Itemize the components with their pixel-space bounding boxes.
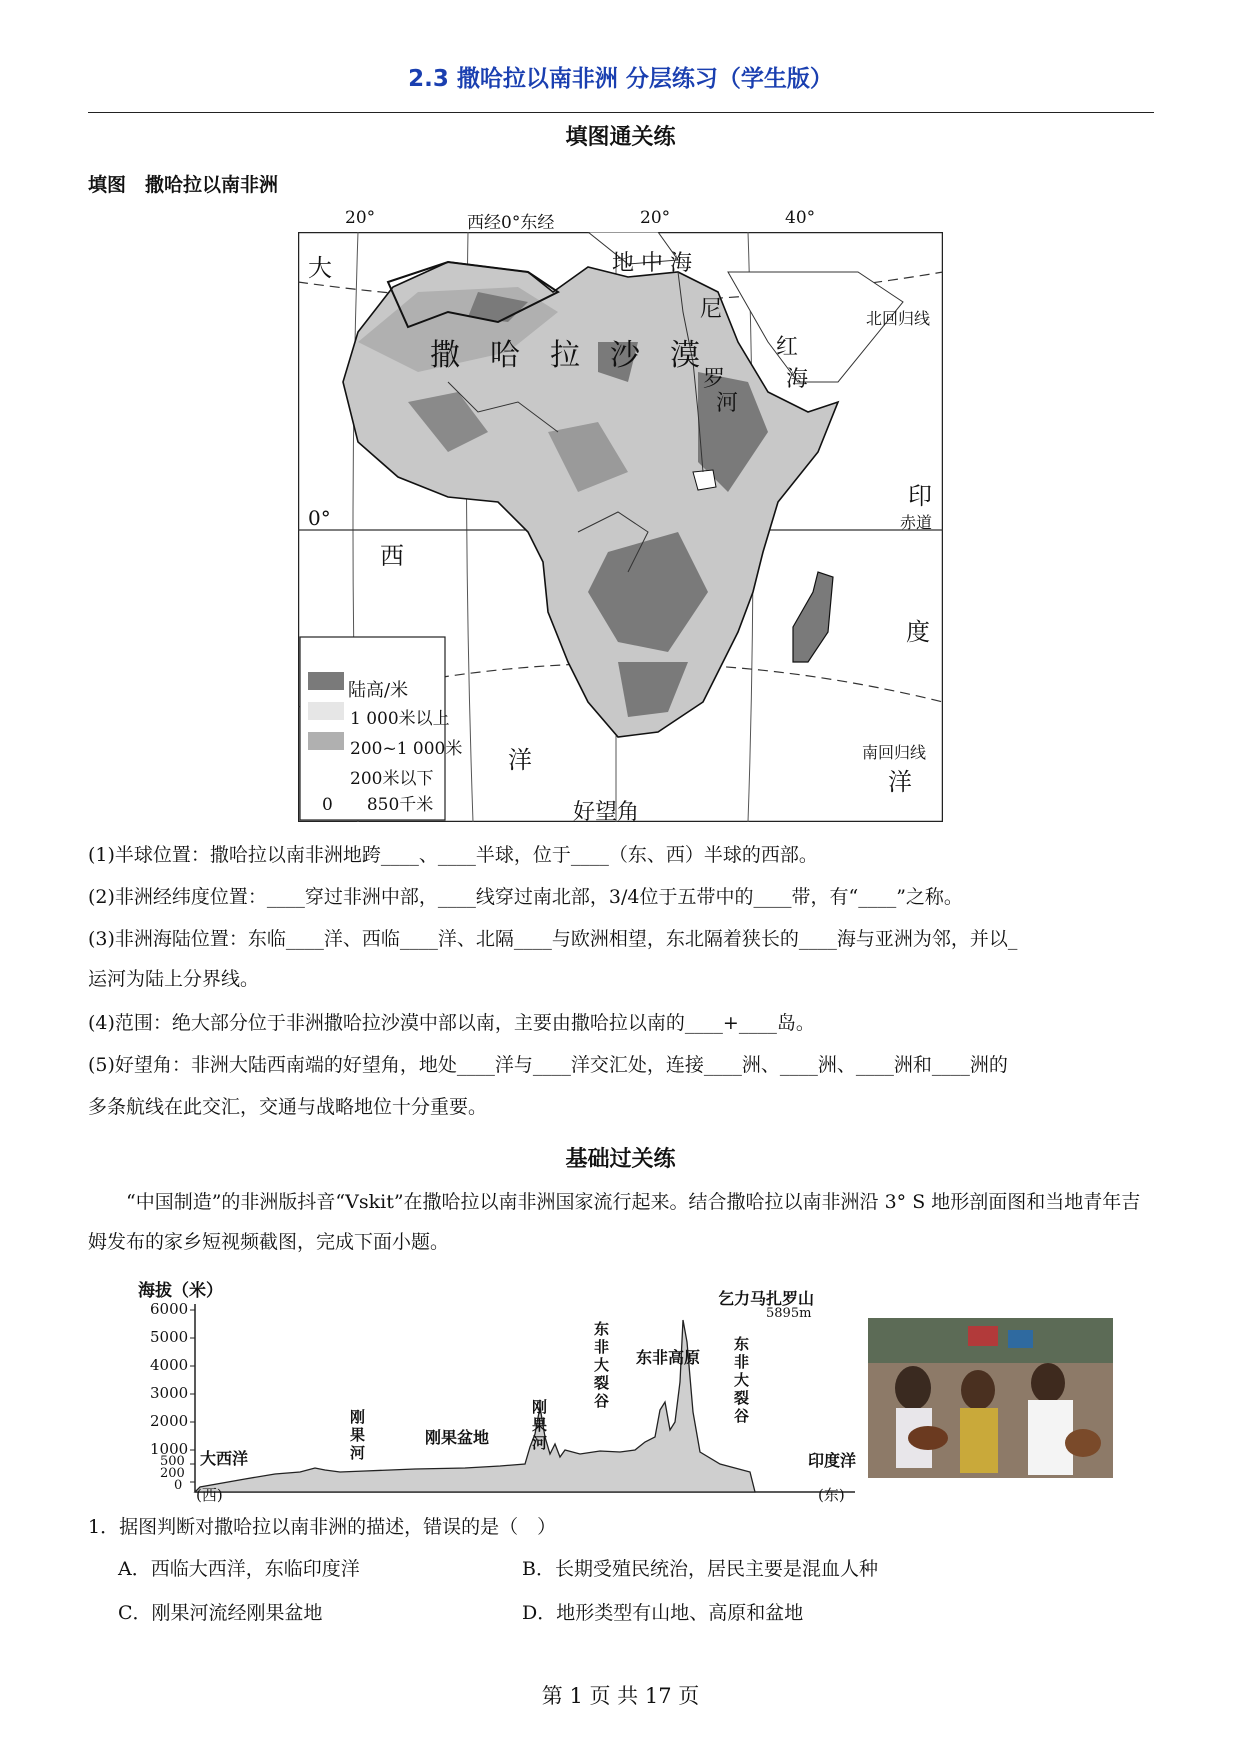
fill-question-3: (3)非洲海陆位置：东临____洋、西临____洋、北隔____与欧洲相望，东北隔着狭长的____海与亚洲为邻，并以_ (88, 928, 1018, 950)
label-equator: 赤道 (900, 513, 933, 532)
label-yin: 印 (908, 482, 932, 510)
map-caption: 填图 撒哈拉以南非洲 (88, 174, 279, 196)
label-cape-of-good-hope: 好望角 (573, 800, 640, 825)
fill-question-1: (1)半球位置：撒哈拉以南非洲地跨____、____半球，位于____（东、西）半球的西部。 (88, 844, 818, 866)
profile-y-axis-label: 海拔（米） (138, 1281, 223, 1301)
profile-label-east-african-plateau: 东非高原 (636, 1348, 701, 1367)
legend-item-200-1000: 200~1 000米 (350, 739, 463, 759)
youth-video-screenshot-photo (868, 1318, 1113, 1478)
label-xi: 西 (380, 542, 404, 570)
question-1-option-d[interactable]: D．地形类型有山地、高原和盆地 (522, 1602, 804, 1624)
legend-title: 陆高/米 (348, 680, 409, 701)
legend-item-below-200: 200米以下 (350, 769, 434, 789)
profile-ytick-200: 200 (160, 1466, 185, 1481)
legend-item-above-1000: 1 000米以上 (350, 709, 450, 729)
lon-label-w20: 20° (345, 208, 376, 228)
profile-ytick-5000: 5000 (150, 1328, 189, 1346)
label-tropic-north: 北回归线 (866, 309, 931, 328)
fill-question-3-cont: 运河为陆上分界线。 (88, 968, 260, 990)
question-1-option-c[interactable]: C．刚果河流经刚果盆地 (118, 1602, 323, 1624)
profile-label-indian-ocean: 印度洋 (808, 1451, 857, 1470)
profile-ytick-4000: 4000 (150, 1356, 189, 1374)
profile-label-kilimanjaro-height: 5895m (766, 1306, 812, 1321)
profile-ytick-500: 500 (160, 1454, 185, 1469)
section-title-basic: 基础过关练 (565, 1147, 676, 1172)
label-mediterranean: 地 中 海 (612, 251, 692, 276)
profile-ytick-1000: 1000 (150, 1440, 189, 1458)
profile-ytick-3000: 3000 (150, 1384, 189, 1402)
question-1-option-b[interactable]: B．长期受殖民统治，居民主要是混血人种 (522, 1558, 878, 1580)
profile-label-west: (西) (196, 1486, 223, 1504)
profile-label-congo-river-1: 刚果河 (350, 1408, 366, 1462)
question-1-stem: 1．据图判断对撒哈拉以南非洲的描述，错误的是（ ） (88, 1516, 557, 1538)
lon-label-e40: 40° (785, 208, 816, 228)
profile-ytick-2000: 2000 (150, 1412, 189, 1430)
fill-question-4: (4)范围：绝大部分位于非洲撒哈拉沙漠中部以南，主要由撒哈拉以南的____+____岛。 (88, 1012, 815, 1034)
label-nile-luo: 罗 (703, 367, 726, 392)
profile-label-rift-valley-2: 东非大裂谷 (734, 1335, 750, 1425)
page-footer: 第 1 页 共 17 页 (541, 1684, 700, 1708)
lon-label-meridian: 西经0°东经 (467, 213, 555, 233)
profile-label-congo-basin: 刚果盆地 (425, 1428, 490, 1447)
header-divider (88, 112, 1154, 113)
profile-ytick-0: 0 (174, 1478, 183, 1493)
label-da: 大 (308, 254, 332, 282)
fill-question-5-cont: 多条航线在此交汇，交通与战略地位十分重要。 (88, 1096, 488, 1118)
profile-label-east: (东) (818, 1486, 845, 1504)
section-title-fill-map: 填图通关练 (565, 125, 676, 150)
profile-label-kilimanjaro: 乞力马扎罗山 (718, 1289, 815, 1308)
label-du: 度 (906, 618, 930, 646)
document-title: 2.3 撒哈拉以南非洲 分层练习（学生版） (408, 66, 833, 92)
label-tropic-south: 南回归线 (862, 743, 927, 762)
label-nile-he: 河 (716, 391, 739, 416)
profile-label-atlantic: 大西洋 (200, 1449, 249, 1468)
profile-label-congo-river-2: 刚果河 (532, 1398, 548, 1452)
legend-scale: 0 850千米 (322, 795, 434, 815)
label-yang: 洋 (508, 746, 532, 774)
label-nile-ni: 尼 (700, 297, 723, 322)
label-red-hong: 红 (776, 335, 799, 360)
label-red-hai: 海 (786, 367, 809, 392)
question-1-option-a[interactable]: A．西临大西洋，东临印度洋 (118, 1558, 360, 1580)
lon-label-e20: 20° (640, 208, 671, 228)
profile-label-rift-valley-1: 东非大裂谷 (594, 1320, 610, 1410)
label-sahara: 撒 哈 拉 沙 漠 (430, 338, 700, 373)
fill-question-2: (2)非洲经纬度位置：____穿过非洲中部，____线穿过南北部，3/4位于五带中的____带，有“____”之称。 (88, 886, 963, 908)
intro-paragraph: “中国制造”的非洲版抖音“Vskit”在撒哈拉以南非洲国家流行起来。结合撒哈拉以南非洲沿 3° S 地形剖面图和当地青年吉姆发布的家乡短视频截图，完成下面小题。 (88, 1191, 1141, 1253)
fill-question-5: (5)好望角：非洲大陆西南端的好望角，地处____洋与____洋交汇处，连接____洲、____洲、____洲和____洲的 (88, 1054, 1008, 1076)
profile-ytick-6000: 6000 (150, 1300, 189, 1318)
label-yang2: 洋 (888, 768, 912, 796)
label-zero-lat: 0° (308, 506, 331, 530)
